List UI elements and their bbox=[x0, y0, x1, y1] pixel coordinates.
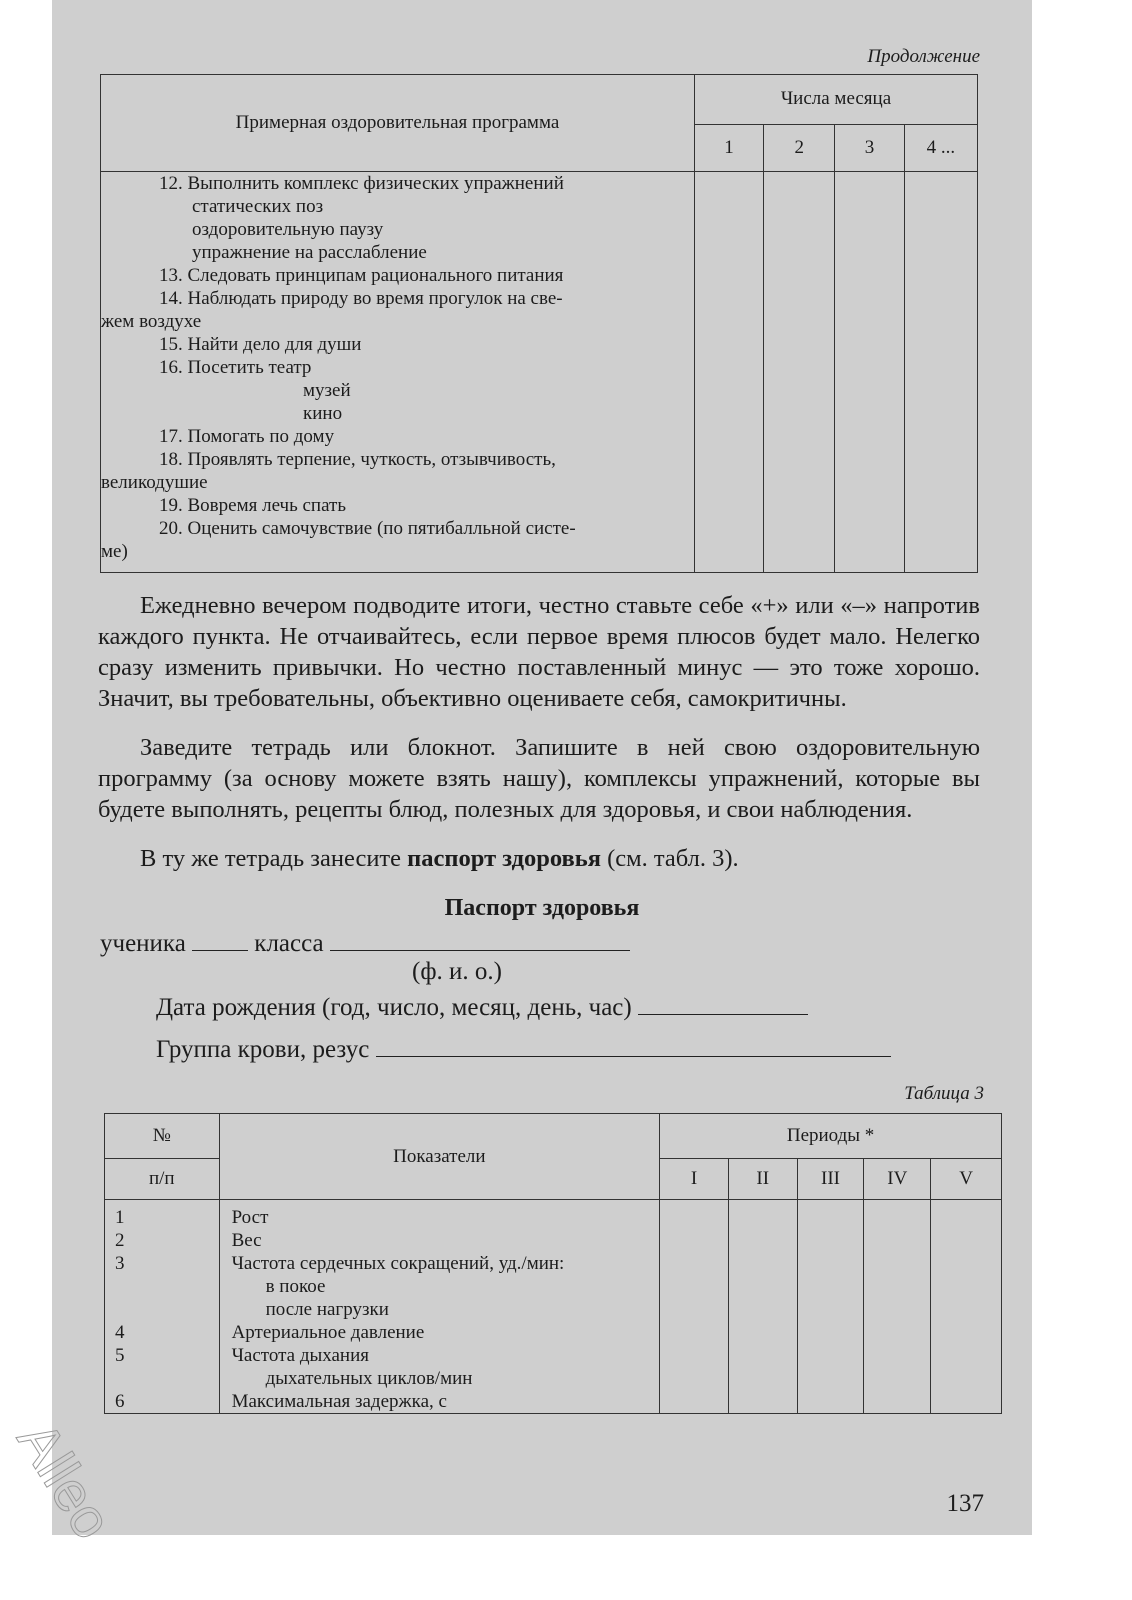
program-item: 17. Помогать по дому bbox=[159, 426, 335, 447]
blood-label: Группа крови, резус bbox=[156, 1036, 370, 1063]
program-title-header: Примерная оздоровительная программа bbox=[101, 75, 695, 172]
periods-header: Периоды * bbox=[660, 1114, 1002, 1159]
period-cell bbox=[864, 1200, 931, 1414]
program-item: оздоровительную паузу bbox=[192, 219, 384, 240]
period-cell bbox=[797, 1200, 864, 1414]
indicator-row: дыхательных циклов/мин bbox=[265, 1368, 473, 1389]
indicator-row: Частота сердечных сокращений, уд./мин: bbox=[231, 1253, 565, 1274]
pupil-label: ученика bbox=[100, 930, 186, 957]
indicator-row: Рост bbox=[231, 1207, 269, 1228]
blood-blank[interactable] bbox=[376, 1034, 891, 1057]
row-number: 4 bbox=[115, 1322, 125, 1343]
birth-label: Дата рождения (год, число, месяц, день, час) bbox=[156, 994, 632, 1021]
watermark-logo: Alleo bbox=[5, 1410, 126, 1550]
page-number: 137 bbox=[946, 1490, 984, 1517]
text-run: (см. табл. 3). bbox=[600, 845, 739, 872]
indicator-row: в покое bbox=[265, 1276, 326, 1297]
day-header: 1 bbox=[694, 124, 763, 171]
period-header: V bbox=[931, 1159, 1002, 1200]
row-numbers-cell bbox=[105, 1200, 220, 1414]
period-header: III bbox=[797, 1159, 864, 1200]
day-cell bbox=[694, 172, 763, 573]
indicator-list bbox=[220, 1200, 660, 1413]
continuation-label: Продолжение bbox=[867, 46, 980, 67]
program-item: музей bbox=[303, 380, 351, 401]
row-number bbox=[115, 1367, 219, 1390]
indicators-cell bbox=[219, 1200, 660, 1414]
period-header: II bbox=[728, 1159, 797, 1200]
indicator-row: после нагрузки bbox=[265, 1299, 389, 1320]
row-number: 6 bbox=[115, 1391, 125, 1412]
period-header: I bbox=[660, 1159, 729, 1200]
blood-line bbox=[156, 1034, 891, 1064]
indicator-row: Максимальная задержка, с bbox=[231, 1391, 447, 1412]
period-header: IV bbox=[864, 1159, 931, 1200]
scanned-page bbox=[52, 0, 1032, 1535]
num-header: № bbox=[105, 1114, 220, 1159]
text-run: В ту же тетрадь занесите bbox=[140, 845, 408, 872]
fio-label: (ф. и. о.) bbox=[412, 958, 502, 985]
pupil-line bbox=[100, 928, 630, 958]
day-cell bbox=[835, 172, 904, 573]
num-subheader: п/п bbox=[105, 1159, 220, 1200]
row-number: 3 bbox=[115, 1253, 125, 1274]
period-cell bbox=[660, 1200, 729, 1414]
indicators-header: Показатели bbox=[219, 1114, 660, 1200]
bold-term: паспорт здоровья bbox=[407, 845, 601, 872]
program-item: 12. Выполнить комплекс физических упражнений bbox=[159, 173, 564, 194]
class-label: класса bbox=[254, 930, 324, 957]
program-item: упражнение на расслабление bbox=[192, 242, 427, 263]
grade-blank[interactable] bbox=[192, 928, 248, 951]
day-header: 2 bbox=[764, 124, 835, 171]
row-number: 2 bbox=[115, 1230, 125, 1251]
birth-line bbox=[156, 992, 808, 1022]
indicator-row: Вес bbox=[231, 1230, 262, 1251]
passport-title: Паспорт здоровья bbox=[444, 895, 640, 921]
program-items-list bbox=[101, 172, 692, 563]
program-item: 14. Наблюдать природу во время прогулок на све- bbox=[159, 288, 563, 309]
name-blank[interactable] bbox=[330, 928, 630, 951]
program-item: 20. Оценить самочувствие (по пятибалльной систе- bbox=[159, 518, 576, 539]
period-cell bbox=[931, 1200, 1002, 1414]
row-number bbox=[115, 1275, 219, 1298]
health-passport-table bbox=[104, 1113, 1002, 1414]
day-header: 3 bbox=[835, 124, 904, 171]
day-cell bbox=[764, 172, 835, 573]
program-item: кино bbox=[303, 403, 343, 424]
program-item: 16. Посетить театр bbox=[159, 357, 312, 378]
birth-blank[interactable] bbox=[638, 992, 808, 1015]
row-number: 1 bbox=[115, 1207, 125, 1228]
period-cell bbox=[728, 1200, 797, 1414]
day-cell bbox=[904, 172, 977, 573]
program-item: жем воздухе bbox=[101, 311, 202, 332]
indicator-row: Частота дыхания bbox=[231, 1345, 370, 1366]
program-item: статических поз bbox=[192, 196, 324, 217]
health-program-table bbox=[100, 74, 978, 573]
paragraph-passport-ref bbox=[98, 843, 980, 874]
indicator-row: Артериальное давление bbox=[231, 1322, 425, 1343]
program-item: 19. Вовремя лечь спать bbox=[159, 495, 347, 516]
program-item: 18. Проявлять терпение, чуткость, отзывчивость, bbox=[159, 449, 556, 470]
day-header: 4 ... bbox=[904, 124, 977, 171]
program-items-cell bbox=[101, 172, 695, 573]
program-item: 15. Найти дело для души bbox=[159, 334, 362, 355]
program-item: 13. Следовать принципам рационального питания bbox=[159, 265, 564, 286]
paragraph-daily-results: Ежедневно вечером подводите итоги, честно ставьте себе «+» или «–» напротив каждого пункта. Не отчаивайтесь, если первое время плюсов будет мало. Нелегко сразу изменить привычки. Но честно поставленный минус — это тоже хорошо. Значит, вы требовательны, объективно оцениваете себя, самокритичны. bbox=[98, 592, 980, 712]
program-item: ме) bbox=[101, 541, 128, 562]
paragraph-notebook: Заведите тетрадь или блокнот. Запишите в ней свою оздоровительную программу (за основу можете взять нашу), комплексы упражнений, которые вы будете выполнять, рецепты блюд, полезных для здоровья, и свои наблюдения. bbox=[98, 734, 980, 823]
row-numbers bbox=[105, 1200, 219, 1413]
table-caption: Таблица 3 bbox=[904, 1083, 984, 1104]
month-days-header: Числа месяца bbox=[694, 75, 977, 125]
program-item: великодушие bbox=[101, 472, 208, 493]
row-number: 5 bbox=[115, 1345, 125, 1366]
row-number bbox=[115, 1298, 219, 1321]
